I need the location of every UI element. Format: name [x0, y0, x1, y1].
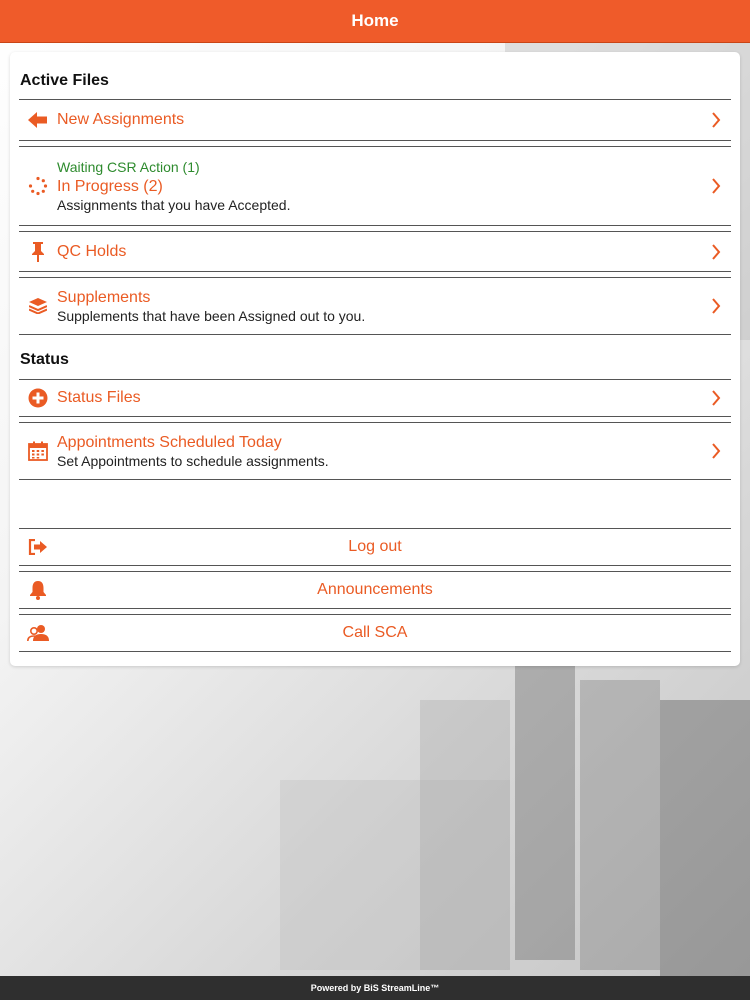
list-item-subtitle: Assignments that you have Accepted.	[57, 197, 291, 213]
list-item-supplements[interactable]	[19, 277, 731, 335]
list-item-label: In Progress (2)	[57, 178, 163, 195]
list-item-new-assignments[interactable]	[19, 99, 731, 141]
footer-bar	[0, 976, 750, 1000]
layers-icon	[19, 298, 57, 314]
list-item-label: Supplements	[57, 288, 151, 306]
pushpin-icon	[19, 242, 57, 262]
chevron-right-icon	[701, 443, 731, 459]
list-item-label: QC Holds	[57, 242, 127, 260]
chevron-right-icon	[701, 244, 731, 260]
list-item-label: Status Files	[57, 389, 141, 406]
section-title-status: Status	[20, 351, 69, 368]
list-item-appointments[interactable]	[19, 422, 731, 480]
chevron-right-icon	[701, 390, 731, 406]
call-sca-label: Call SCA	[342, 624, 408, 641]
chevron-right-icon	[701, 298, 731, 314]
list-item-qc-holds[interactable]	[19, 231, 731, 272]
list-item-subtitle: Supplements that have been Assigned out to you.	[57, 307, 366, 324]
arrow-left-icon	[19, 112, 57, 128]
spinner-icon	[19, 176, 57, 196]
list-item-status-files[interactable]	[19, 379, 731, 417]
powered-by-text: Powered by BiS StreamLine™	[310, 983, 440, 993]
call-sca-button[interactable]	[19, 614, 731, 652]
logout-button[interactable]	[19, 528, 731, 566]
logout-label: Log out	[348, 538, 402, 555]
list-item-label: Appointments Scheduled Today	[57, 433, 282, 451]
section-title-active-files: Active Files	[20, 72, 109, 89]
announcements-label: Announcements	[317, 581, 433, 598]
announcements-button[interactable]	[19, 571, 731, 609]
page-title: Home	[351, 11, 399, 30]
waiting-csr-label: Waiting CSR Action (1)	[57, 159, 200, 175]
calendar-icon	[19, 441, 57, 461]
chevron-right-icon	[701, 112, 731, 128]
app-header	[0, 0, 750, 43]
list-item-label: New Assignments	[57, 111, 185, 128]
list-item-subtitle: Set Appointments to schedule assignments.	[57, 452, 329, 469]
chevron-right-icon	[701, 178, 731, 194]
plus-circle-icon	[19, 388, 57, 408]
list-item-in-progress[interactable]	[19, 146, 731, 226]
